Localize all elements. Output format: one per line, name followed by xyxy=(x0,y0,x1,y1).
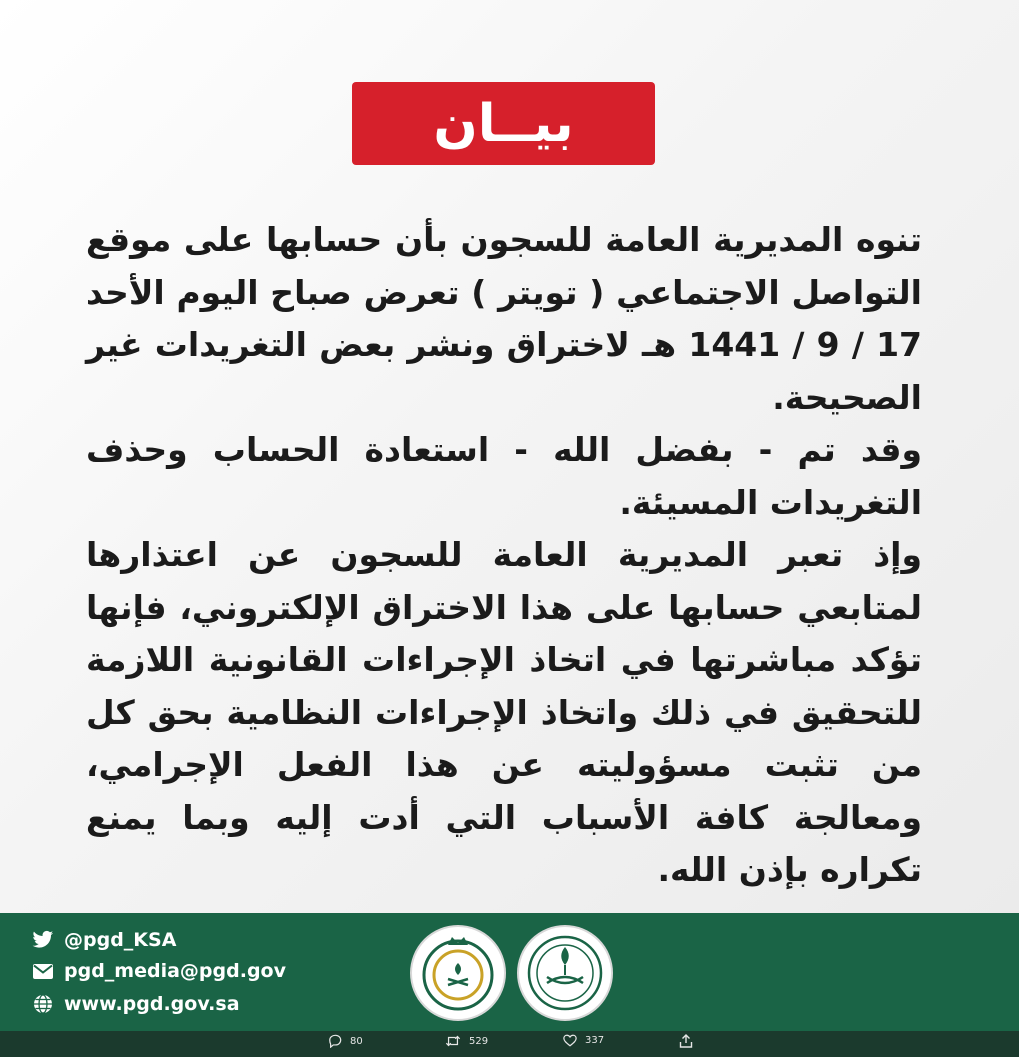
document-title: بيــان xyxy=(433,93,574,154)
statement-body xyxy=(86,214,922,897)
globe-icon xyxy=(32,993,54,1015)
paragraph-3: وإذ تعبر المديرية العامة للسجون عن اعتذارها لمتابعي حسابها على هذا الاختراق الإلكتروني، فإنها تؤكد مباشرتها في اتخاذ الإجراءات القانونية اللازمة للتحقيق في ذلك واتخاذ الإجراءات النظامية بحق كل من تثبت مسؤوليته عن هذا الفعل الإجرامي، ومعالجة كافة الأسباب التي أدت إليه وبما يمنع تكراره بإذن الله. xyxy=(86,535,922,889)
heart-icon xyxy=(563,1034,577,1047)
title-banner xyxy=(352,82,655,165)
like-count: 337 xyxy=(585,1035,605,1046)
moi-emblem xyxy=(517,925,613,1021)
email-address: pgd_media@pgd.gov xyxy=(64,960,286,982)
retweet-button[interactable] xyxy=(445,1034,488,1048)
share-icon xyxy=(679,1034,693,1048)
reply-count: 80 xyxy=(350,1035,363,1047)
retweet-icon xyxy=(445,1034,461,1048)
twitter-icon xyxy=(32,929,54,951)
paragraph-1: تنوه المديرية العامة للسجون بأن حسابها على موقع التواصل الاجتماعي ( تويتر ) تعرض صباح اليوم الأحد 17 / 9 / 1441 هـ لاختراق ونشر بعض التغريدات غير الصحيحة. xyxy=(86,220,923,417)
pgd-emblem xyxy=(410,925,506,1021)
tweet-action-bar xyxy=(0,1031,1019,1057)
website-contact xyxy=(32,993,240,1015)
email-icon xyxy=(32,960,54,982)
like-button[interactable] xyxy=(563,1034,604,1047)
website-url: www.pgd.gov.sa xyxy=(64,993,240,1015)
share-button[interactable] xyxy=(679,1034,701,1048)
twitter-contact xyxy=(32,929,176,951)
retweet-count: 529 xyxy=(469,1035,489,1047)
twitter-handle: @pgd_KSA xyxy=(64,929,177,951)
paragraph-2: وقد تم - بفضل الله - استعادة الحساب وحذف التغريدات المسيئة. xyxy=(86,430,922,522)
reply-button[interactable] xyxy=(328,1034,363,1048)
reply-icon xyxy=(328,1034,342,1048)
email-contact xyxy=(32,960,286,982)
